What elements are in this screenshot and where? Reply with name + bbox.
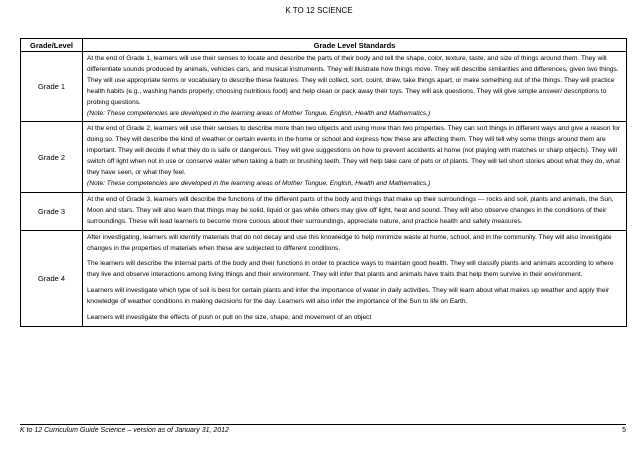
document-header: K TO 12 SCIENCE [285, 6, 353, 15]
page-number: 5 [622, 427, 626, 434]
grade-level-header: Grade/Level [21, 39, 83, 52]
table-row [21, 230, 627, 326]
standards-note: (Note: These competencies are developed in the learning areas of Mother Tongue, English, Health and Mathematics.) [87, 109, 431, 117]
standards-text: At the end of Grade 2, learners will use their senses to describe more than two objects and using more than two properties. They can sort things in different ways and give a reason for doing so. They will describe the kind of weather or certain events in the home or school and express how these are affecting them. They will tell why some things around them are important. They will decide if what they do is safe or dangerous. They will give suggestions on how to prevent accidents at home (not playing with matches or sharp objects). They will switch off light when not in use or conserve water when taking a bath or brushing teeth. They will help take care of pets or of plants. They will tell short stories about what they do, what they have seen, or what they feel. [87, 125, 621, 177]
standards-header: Grade Level Standards [83, 39, 627, 52]
table-header-row [21, 39, 627, 52]
standards-paragraph: After investigating, learners will identify materials that do not decay and use this knowledge to help minimize waste at home, school, and in the community. They will also investigate changes in the properties of materials when these are subjected to different conditions. [87, 233, 612, 252]
table-row [21, 122, 627, 192]
table-row [21, 192, 627, 230]
grade-standards-table [20, 38, 627, 327]
standards-cell [83, 192, 627, 230]
standards-paragraph: Learners will investigate the effects of push or pull on the size, shape, and movement of an object [87, 314, 372, 322]
standards-note: (Note: These competencies are developed in the learning areas of Mother Tongue, English, Health and Mathematics.) [87, 179, 431, 187]
standards-paragraph: Learners will investigate which type of soil is best for certain plants and infer the importance of water in daily activities. They will learn about what makes up weather and apply their knowledge of weather conditions in making decisions for the day. Learners will also infer the importance of the Sun to life on Earth. [87, 287, 610, 306]
footer-guide-version: K to 12 Curriculum Guide Science – version as of January 31, 2012 [20, 427, 229, 434]
standards-text: At the end of Grade 1, learners will use their senses to locate and describe the parts of their body and tell the shape, color, texture, taste, and size of things around them. They will differentiate sounds produced by animals, vehicles cars, and musical instruments. They will illustrate how things move. They will describe similarities and differences, given two things. They will use appropriate terms or vocabulary to describe these features. They will collect, sort, count, draw, take things apart, or make something out of the things. They will practice health habits (e.g., washing hands properly, choosing nutritious food) and help clean or pack away their toys. They will ask questions. They will give simple answer/ descriptions to probing questions. [87, 55, 619, 106]
standards-cell [83, 122, 627, 192]
grade-cell: Grade 2 [21, 122, 83, 192]
standards-cell [83, 230, 627, 326]
document-footer [20, 424, 626, 437]
table-row [21, 52, 627, 122]
standards-text: At the end of Grade 3, learners will describe the functions of the different parts of the body and things that make up their surroundings --- rocks and soil, plants and animals, the Sun, Moon and stars. They will also learn that things may be solid, liquid or gas while others may give off light, heat and sound. They will also observe changes in the conditions of their surroundings. These will lead learners to become more curious about their surroundings, appreciate nature, and practice health and safety measures. [87, 195, 614, 225]
grade-cell: Grade 4 [21, 230, 83, 326]
grade-cell: Grade 1 [21, 52, 83, 122]
standards-paragraph: The learners will describe the internal parts of the body and their functions in order to practice ways to maintain good health. They will classify plants and animals according to where they live and observe interactions among living things and their environment. They will infer that plants and animals have traits that help them survive in their environment. [87, 260, 614, 279]
grade-cell: Grade 3 [21, 192, 83, 230]
standards-cell [83, 52, 627, 122]
